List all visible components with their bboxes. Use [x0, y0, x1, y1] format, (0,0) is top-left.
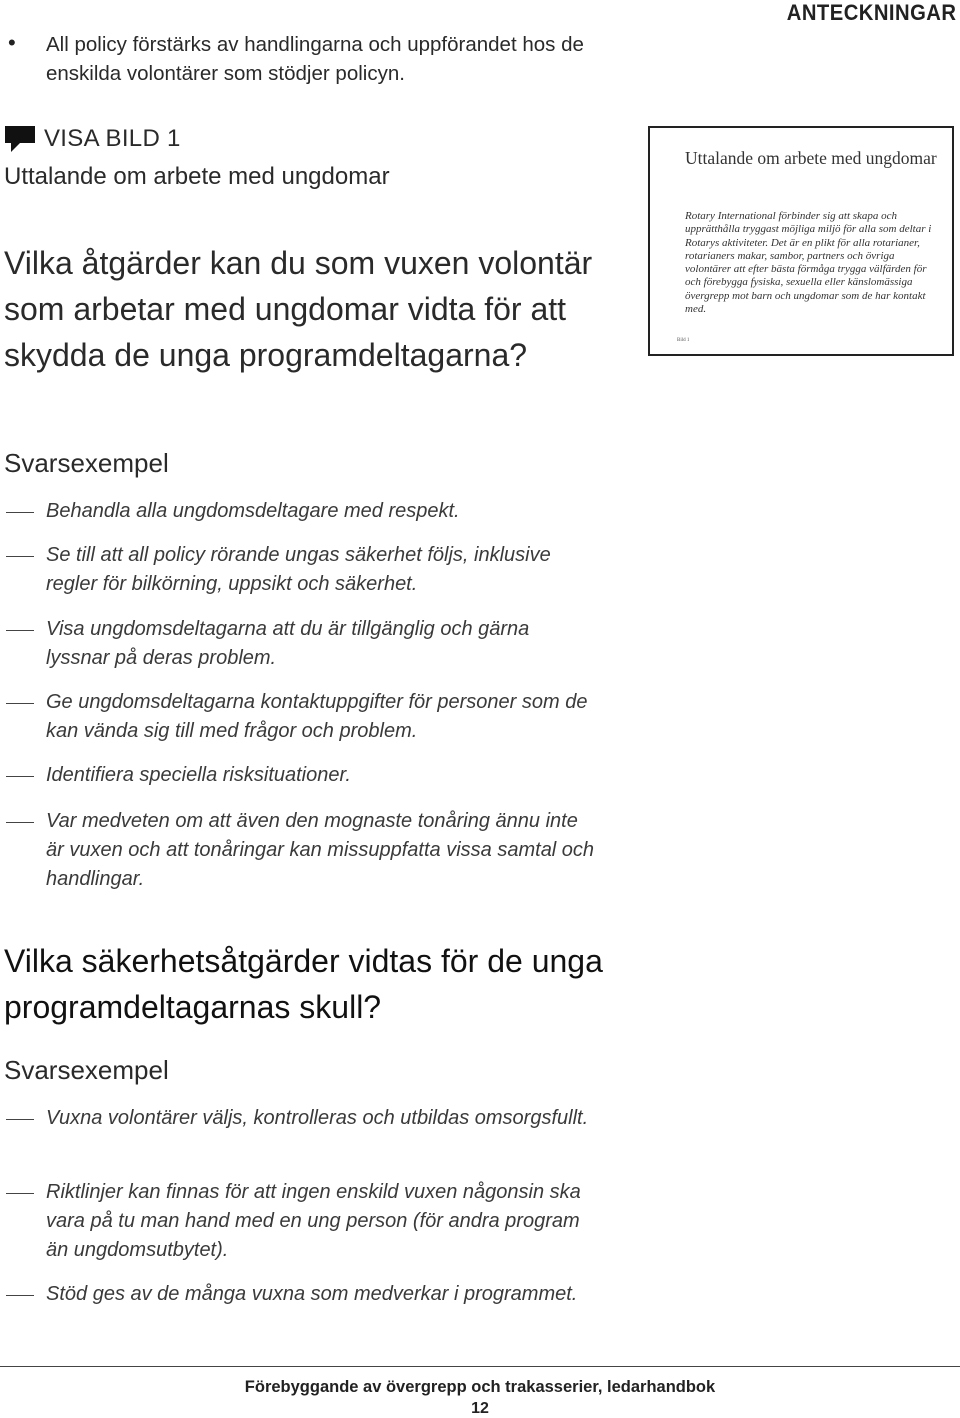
show-slide-row [4, 122, 181, 156]
list-item [6, 615, 596, 673]
list-item-text: Visa ungdomsdeltagarna att du är tillgänglig och gärna lyssnar på deras problem. [46, 618, 530, 669]
slide-title: Uttalande om arbete med ungdomar [685, 148, 937, 168]
dash-marker [6, 822, 34, 823]
list-item-text: Behandla alla ungdomsdeltagare med respekt. [46, 500, 460, 522]
answer-heading-2: Svarsexempel [4, 1055, 169, 1085]
list-item [6, 688, 596, 746]
list-item [6, 761, 596, 790]
list-item [6, 1178, 596, 1265]
answer-heading-1: Svarsexempel [4, 448, 169, 478]
list-item [6, 807, 596, 894]
list-item-text: Riktlinjer kan finnas för att ingen enskild vuxen någonsin ska vara på tu man hand med en ung person (för andra program än ungdomsutbytet). [46, 1181, 581, 1261]
list-item-text: Stöd ges av de många vuxna som medverkar i programmet. [46, 1283, 578, 1305]
footer-divider [0, 1366, 960, 1367]
footer-title: Förebyggande av övergrepp och trakasserier, ledarhandbok [244, 1378, 716, 1396]
slide-label: Bild 1 [677, 338, 690, 343]
dash-marker [6, 703, 34, 704]
list-item [6, 1104, 596, 1133]
list-item-text: Vuxna volontärer väljs, kontrolleras och utbildas omsorgsfullt. [46, 1107, 589, 1129]
page-number: 12 [471, 1400, 489, 1417]
list-item-text: Identifiera speciella risksituationer. [46, 764, 351, 786]
bullet-marker: • [8, 30, 16, 55]
list-item-text: Se till att all policy rörande ungas säkerhet följs, inklusive regler för bilkörning, uppsikt och säkerhet. [46, 544, 551, 595]
show-slide-label: VISA BILD 1 [44, 125, 181, 152]
list-item-text: Var medveten om att även den mognaste tonåring ännu inte är vuxen och att tonåringar kan missuppfatta vissa samtal och handlingar. [46, 810, 595, 890]
notes-header: ANTECKNINGAR [786, 0, 956, 25]
slide-thumbnail [648, 126, 954, 356]
dash-marker [6, 630, 34, 631]
dash-marker [6, 1295, 34, 1296]
slide-subtitle: Uttalande om arbete med ungdomar [4, 163, 390, 190]
question-1: Vilka åtgärder kan du som vuxen volontär som arbetar med ungdomar vidta för att skydda de unga programdeltagarna? [4, 245, 593, 373]
slide-body: Rotary International förbinder sig att skapa och upprätthålla tryggast möjliga miljö för alla som deltar i Rotarys aktiviteter. Det är en plikt för alla rotarianer, rotarianers makar, sambor, partners och övriga volontärer att efter bästa förmåga trygga välfärden för och förebygga fysiska, sexuella eller känslomässiga övergrepp mot barn och ungdomar som de har kontakt med. [685, 210, 932, 316]
question-2: Vilka säkerhetsåtgärder vidtas för de unga programdeltagarnas skull? [4, 943, 603, 1025]
intro-bullet-text: All policy förstärks av handlingarna och uppförandet hos de enskilda volontärer som stödjer policyn. [46, 33, 584, 85]
dash-marker [6, 556, 34, 557]
dash-marker [6, 1193, 34, 1194]
speech-bubble-icon [4, 124, 36, 154]
list-item [6, 541, 596, 599]
dash-marker [6, 512, 34, 513]
dash-marker [6, 776, 34, 777]
list-item [6, 1280, 596, 1309]
dash-marker [6, 1119, 34, 1120]
list-item [6, 497, 596, 526]
list-item-text: Ge ungdomsdeltagarna kontaktuppgifter för personer som de kan vända sig till med frågor och problem. [46, 691, 588, 742]
